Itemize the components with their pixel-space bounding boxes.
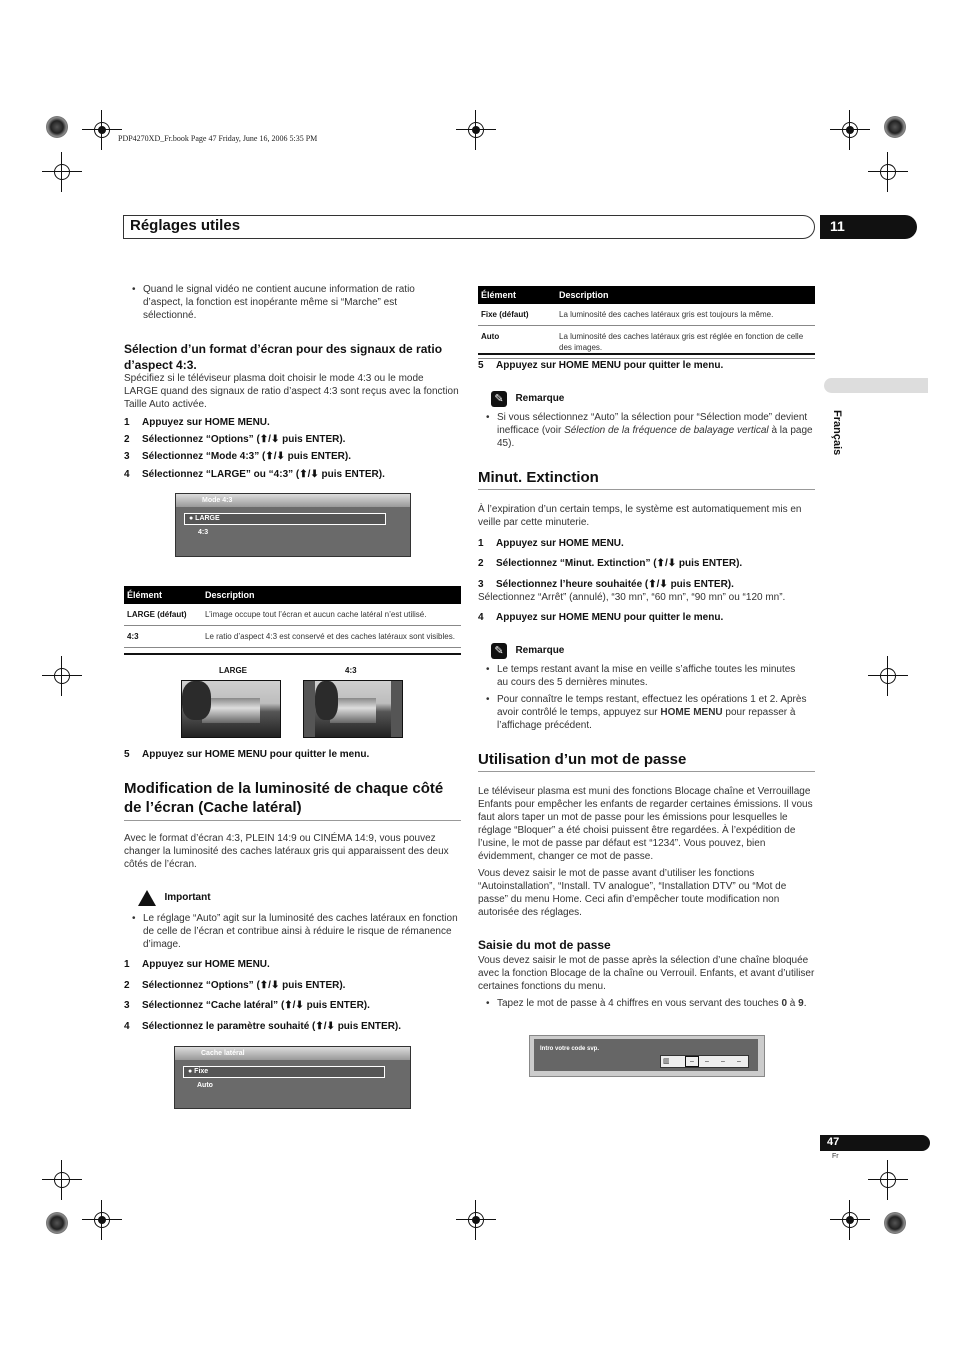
remark2-heading: ✎ Remarque [491,642,564,660]
important-heading: Important [138,889,211,907]
step-4-b: 4 Sélectionnez le paramètre souhaité (⬆/⬇ puis ENTER). [124,1021,402,1032]
step-3: 3 Sélectionnez “Mode 4:3” (⬆/⬇ puis ENTER). [124,451,352,462]
saisie-title: Saisie du mot de passe [478,938,611,952]
minut-step-2: 2 Sélectionnez “Minut. Extinction” (⬆/⬇ puis ENTER). [478,558,743,569]
image-label-large: LARGE [219,666,247,675]
table-cache-lateral: Élément Description Fixe (défaut) La luminosité des caches latéraux gris est toujours la même. Auto La luminosité des caches latéraux gris est réglée en fonction de celle des images. [478,286,815,359]
house-image-43 [303,680,403,738]
step-1: 1 Appuyez sur HOME MENU. [124,417,270,428]
remark2-bullet-2: • Pour connaître le temps restant, effectuez les opérations 1 et 2. Après avoir contrôlé le temps, appuyez sur HOME MENU pour repasser à l’affichage précédent. [497,693,807,732]
footer-lang: Fr [832,1153,839,1160]
saisie-bullet: • Tapez le mot de passe à 4 chiffres en vous servant des touches 0 à 9. [497,997,815,1010]
menu-screen-title: Cache latéral [175,1047,410,1060]
page-number-badge [820,1135,930,1151]
table-mode-43: Élément Description LARGE (défaut) L’image occupe tout l’écran et aucun cache latéral n’est utilisé. 4:3 Le ratio d’aspect 4:3 est conservé et des caches latéraux sont visibles. [124,586,461,648]
section-title-password: Utilisation d’un mot de passe [478,751,687,768]
color-bar-disc-icon [46,116,68,138]
step-2-b: 2 Sélectionnez “Options” (⬆/⬇ puis ENTER). [124,980,346,991]
color-bar-disc-icon [46,1212,68,1234]
language-tab [824,378,928,393]
note-icon: ✎ [491,643,507,659]
section-intro-cache-lateral: Avec le format d’écran 4:3, PLEIN 14:9 ou CINÉMA 14:9, vous pouvez changer la luminosité des caches latéraux gris qui apparaissent des deux côtés de l’écran. [124,833,449,870]
warning-icon [138,890,156,906]
header-title: Réglages utiles [130,217,241,234]
minut-step-4: 4 Appuyez sur HOME MENU pour quitter le menu. [478,612,724,623]
registration-mark-icon [456,1200,496,1240]
registration-mark-icon [830,110,870,150]
step-5-left: 5 Appuyez sur HOME MENU pour quitter le menu. [124,749,370,760]
registration-mark-icon [830,1200,870,1240]
remark2-bullet-1: • Le temps restant avant la mise en veille s’affiche toutes les minutes au cours des 5 dernières minutes. [497,663,797,689]
menu-option-selected: ● LARGE [184,513,386,525]
chapter-badge [820,215,917,239]
code-digit: – [685,1056,699,1067]
registration-mark-icon [82,110,122,150]
house-image-large [181,680,281,738]
step-3-b: 3 Sélectionnez “Cache latéral” (⬆/⬇ puis ENTER). [124,1000,370,1011]
file-header: PDP4270XD_Fr.book Page 47 Friday, June 16, 2006 5:35 PM [118,134,318,143]
code-screen [529,1035,765,1077]
code-digit: – [737,1058,741,1065]
menu-option: 4:3 [198,529,209,536]
note-icon: ✎ [491,391,507,407]
minut-intro: À l’expiration d’un certain temps, le système est automatiquement mis en veille par cette minuterie. [478,504,802,528]
chapter-number: 11 [830,218,845,234]
code-prompt: Intro votre code svp. [540,1046,600,1052]
menu-option-selected: ● Fixe [183,1066,385,1078]
password-paragraph-1: Le téléviseur plasma est muni des fonctions Blocage chaîne et Verrouillage Enfants pour empêcher les enfants de regarder certaines émissions. Il vous faut alors taper un mot de passe pour les émissions pour lesquelles le réglage “Bloquer” a été choisi puissent être regardées. À l’expédition de l’usine, le mot de passe par défaut est “1234”. Vous pouvez, bien évidemment, changer ce mot de passe. [478,786,813,862]
menu-screen-title: Mode 4:3 [176,494,410,507]
color-bar-disc-icon [884,1212,906,1234]
registration-mark-icon [42,152,82,192]
registration-mark-icon [42,656,82,696]
password-paragraph-2: Vous devez saisir le mot de passe avant d’utiliser les fonctions “Autoinstallation”, “Install. TV analogue”, “Installation DTV” ou “Mot de passe” du menu Home. Ceci afin d’empêcher toute modification non autorisée des réglages. [478,868,787,918]
menu-screen-cache-lateral [174,1046,411,1109]
important-bullet: • Le réglage “Auto” agit sur la luminosité des caches latéraux en fonction de celle de l’écran et contribue ainsi à réduire le risque de rémanence d’image. [143,912,461,951]
code-input[interactable] [660,1055,749,1068]
menu-screen-mode-43 [175,493,411,557]
section-title-4-3: Sélection d’un format d’écran pour des signaux de ratio d’aspect 4:3. [124,342,443,372]
saisie-paragraph: Vous devez saisir le mot de passe après la sélection d’une chaîne bloquée avec la fonction Blocage de la chaîne ou Verrouil. Enfants, et avant d’utiliser certaines fonctions du menu. [478,955,815,992]
registration-mark-icon [42,1160,82,1200]
code-digit: – [721,1058,725,1065]
page-number: 47 [827,1136,840,1148]
step-5-right: 5 Appuyez sur HOME MENU pour quitter le menu. [478,360,724,371]
registration-mark-icon [868,656,908,696]
minut-step-3-detail: Sélectionnez “Arrêt” (annulé), “30 mn”, “60 mn”, “90 mn” ou “120 mn”. [478,592,786,603]
step-2: 2 Sélectionnez “Options” (⬆/⬇ puis ENTER). [124,434,346,445]
section-intro-4-3: Spécifiez si le téléviseur plasma doit choisir le mode 4:3 ou le mode LARGE quand des signaux de ratio d’aspect 4:3 sont reçus avec la fonction Taille Auto activée. [124,373,459,410]
bullet-no-ratio: • Quand le signal vidéo ne contient aucune information de ratio d’aspect, la fonction est inopérante même si “Marche” est sélectionné. [143,283,443,322]
section-title-minut: Minut. Extinction [478,469,599,486]
step-1-b: 1 Appuyez sur HOME MENU. [124,959,270,970]
menu-option: Auto [197,1082,213,1089]
registration-mark-icon [868,152,908,192]
remark-heading: ✎ Remarque [491,390,564,408]
registration-mark-icon [82,1200,122,1240]
step-4: 4 Sélectionnez “LARGE” ou “4:3” (⬆/⬇ puis ENTER). [124,469,385,480]
image-label-43: 4:3 [345,666,357,675]
remark-bullet: • Si vous sélectionnez “Auto” la sélection pour “Sélection mode” devient inefficace (voir Sélection de la fréquence de balayage vertical à la page 45). [497,411,815,450]
minut-step-1: 1 Appuyez sur HOME MENU. [478,538,624,549]
minut-step-3: 3 Sélectionnez l’heure souhaitée (⬆/⬇ puis ENTER). [478,579,734,590]
color-bar-disc-icon [884,116,906,138]
language-label: Français [831,410,843,456]
registration-mark-icon [456,110,496,150]
keypad-icon: ▥ [663,1058,670,1065]
code-digit: – [705,1058,709,1065]
registration-mark-icon [868,1160,908,1200]
section-title-cache-lateral: Modification de la luminosité de chaque côté de l’écran (Cache latéral) [124,780,444,816]
